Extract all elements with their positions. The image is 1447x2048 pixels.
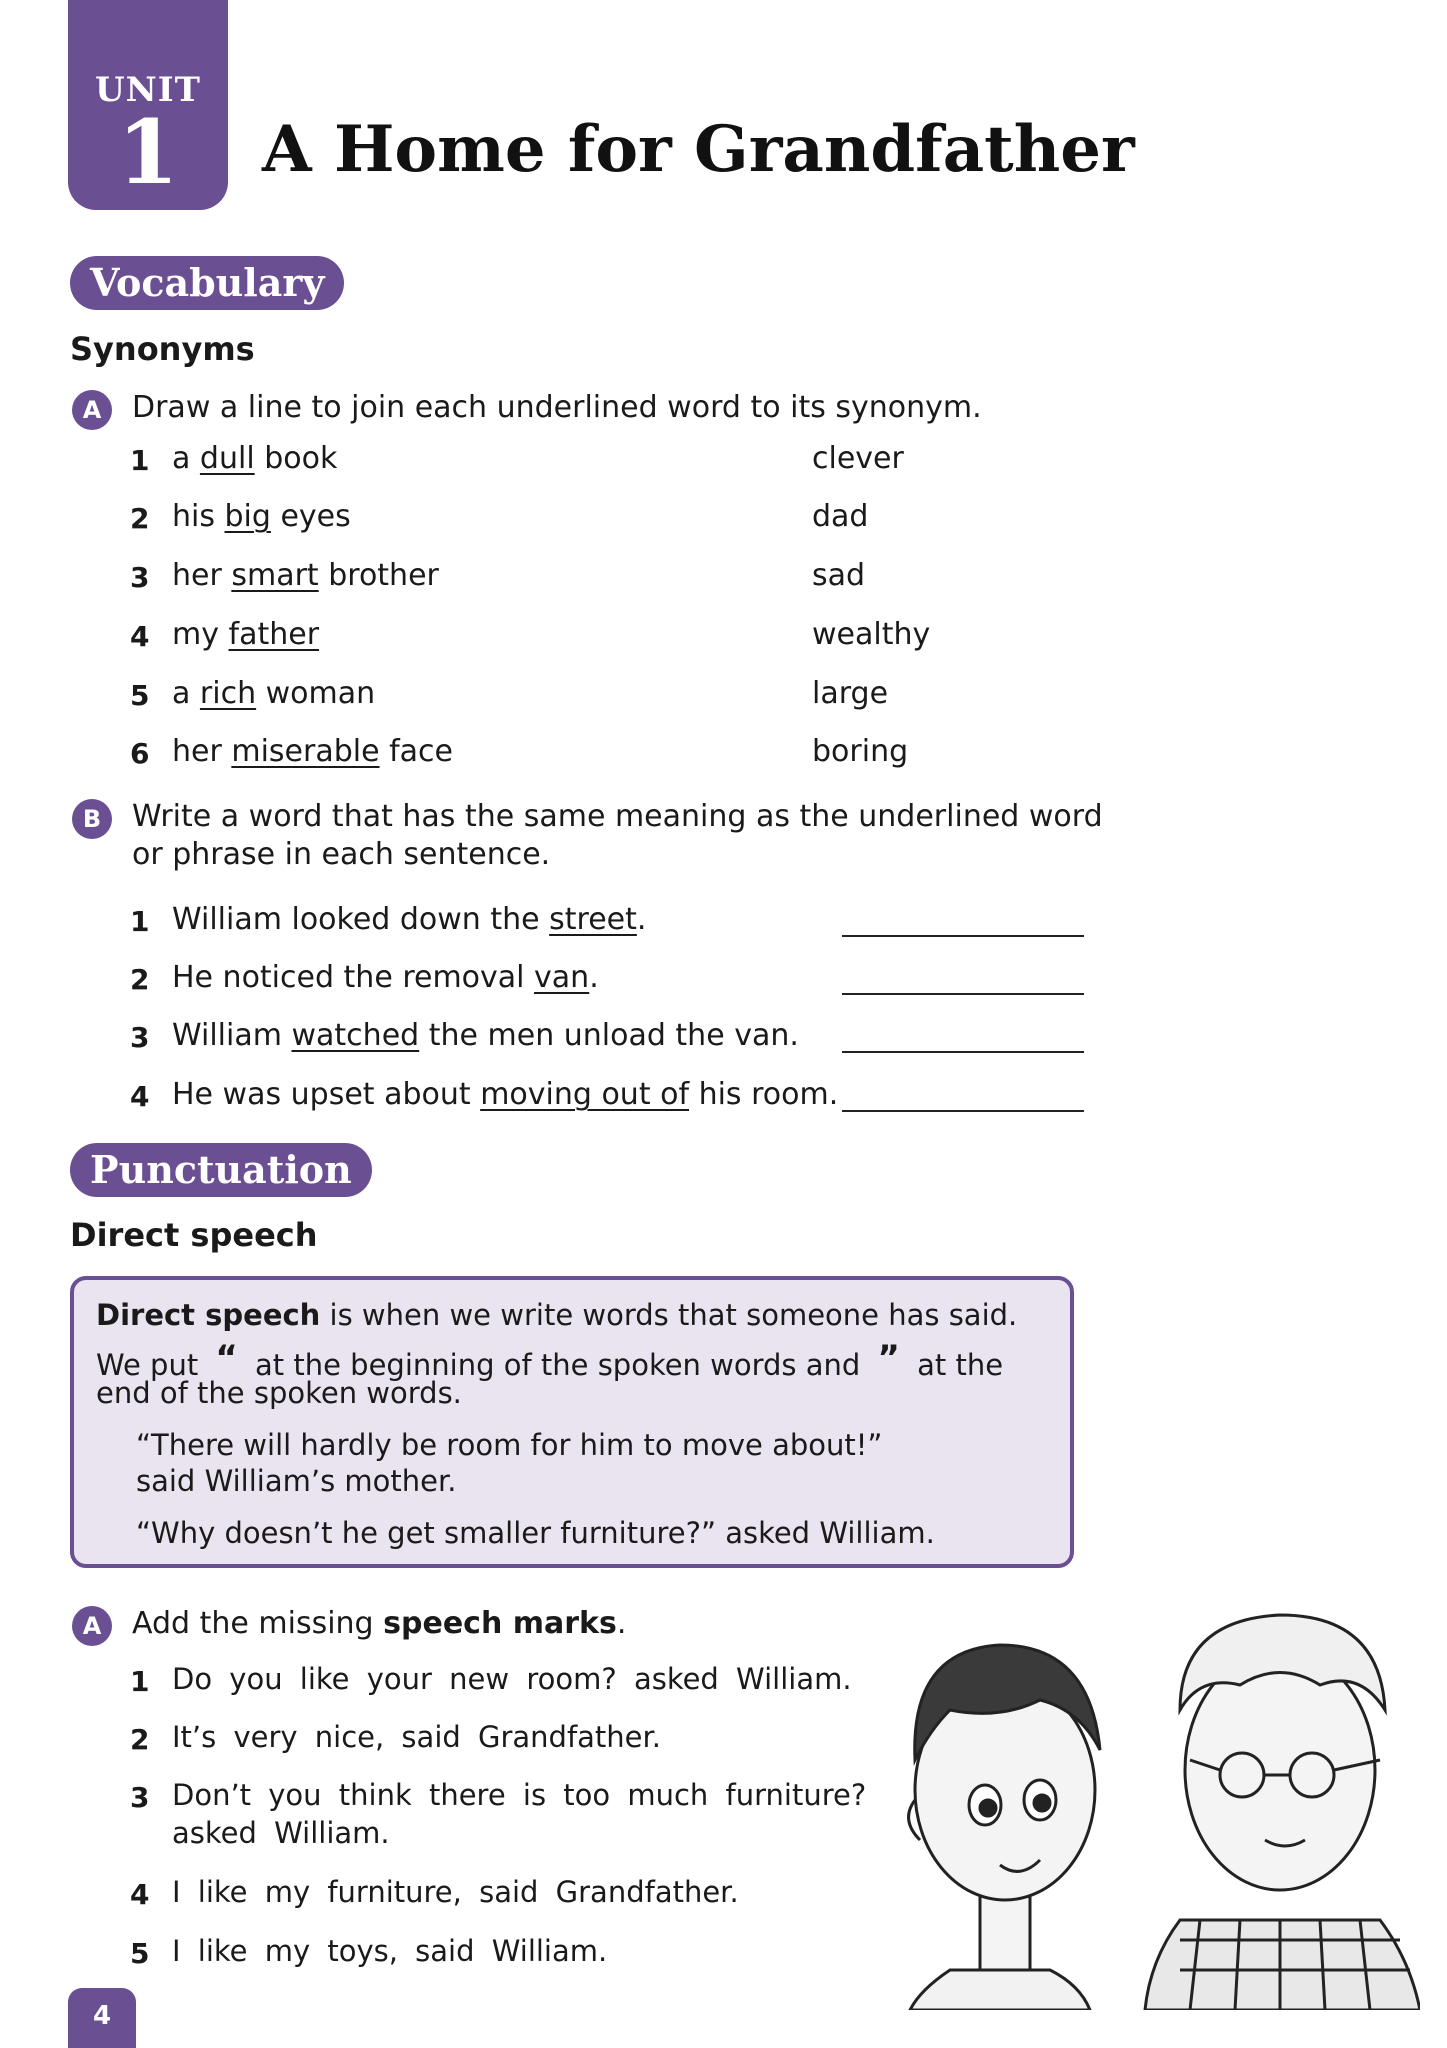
- item-number: 3: [130, 561, 150, 594]
- phrase-pre: his: [172, 499, 225, 534]
- phrase-pre: her: [172, 734, 232, 769]
- synonym-phrase: [172, 734, 453, 769]
- page-title: A Home for Grandfather: [262, 112, 1135, 187]
- synonym-option[interactable]: clever: [812, 441, 904, 476]
- rule-line-2-c: at the: [917, 1348, 1004, 1382]
- synonym-option[interactable]: boring: [812, 734, 909, 769]
- item-number: 1: [130, 1665, 150, 1698]
- synonym-instruction: Draw a line to join each underlined word to its synonym.: [132, 390, 982, 425]
- underlined-word: moving out of: [480, 1077, 690, 1112]
- synonym-option[interactable]: dad: [812, 499, 869, 534]
- direct-speech-subheading: Direct speech: [70, 1216, 318, 1254]
- boy-and-grandfather-illustration: [880, 1590, 1420, 2010]
- synonym-phrase: [172, 499, 351, 534]
- item-number: 2: [130, 963, 150, 996]
- underlined-word: street: [549, 902, 637, 937]
- item-number: 2: [130, 1723, 150, 1756]
- sentence-post: the men unload the van.: [419, 1018, 799, 1053]
- sentence-pre: William: [172, 1018, 292, 1053]
- underlined-word: rich: [199, 676, 257, 711]
- instruction-bold: speech marks: [383, 1606, 617, 1641]
- underlined-word: smart: [231, 558, 319, 593]
- speech-sentence[interactable]: Don’t you think there is too much furniture?: [172, 1778, 867, 1812]
- synonym-phrase: [172, 617, 319, 652]
- sentence-post: .: [636, 902, 647, 937]
- speech-sentence[interactable]: I like my furniture, said Grandfather.: [172, 1875, 739, 1909]
- grandfather-illustration: [1145, 1615, 1420, 2010]
- example-2: “Why doesn’t he get smaller furniture?” asked William.: [136, 1516, 935, 1550]
- meaning-sentence: [172, 1077, 838, 1112]
- underlined-word: watched: [291, 1018, 420, 1053]
- instruction-pre: Add the missing: [132, 1606, 384, 1641]
- rule-line-2-a: We put: [96, 1348, 199, 1382]
- open-speech-mark: “: [215, 1338, 238, 1378]
- phrase-pre: a: [172, 676, 200, 711]
- page-number: 4: [68, 1988, 136, 2048]
- speech-marks-instruction: [132, 1605, 626, 1643]
- synonyms-subheading: Synonyms: [70, 330, 255, 368]
- exercise-badge-a: A: [72, 1606, 112, 1646]
- underlined-word: big: [224, 499, 271, 534]
- synonym-option[interactable]: sad: [812, 558, 866, 593]
- underlined-word: father: [228, 617, 320, 652]
- phrase-pre: my: [172, 617, 229, 652]
- rule-term: Direct speech: [96, 1298, 321, 1332]
- rule-line-1: [96, 1298, 1017, 1332]
- unit-label: UNIT: [95, 70, 201, 110]
- item-number: 5: [130, 1937, 150, 1970]
- phrase-post: face: [379, 734, 453, 769]
- item-number: 2: [130, 502, 150, 535]
- answer-blank[interactable]: [842, 935, 1084, 937]
- meaning-instruction-line1: Write a word that has the same meaning as the underlined word: [132, 799, 1103, 834]
- exercise-badge-b: B: [72, 799, 112, 839]
- answer-blank[interactable]: [842, 993, 1084, 995]
- synonym-phrase: [172, 676, 375, 711]
- synonym-option[interactable]: wealthy: [812, 617, 931, 652]
- item-number: 4: [130, 620, 150, 653]
- answer-blank[interactable]: [842, 1051, 1084, 1053]
- phrase-post: book: [254, 441, 338, 476]
- unit-tab: [68, 0, 228, 210]
- item-number: 4: [130, 1080, 150, 1113]
- speech-sentence[interactable]: I like my toys, said William.: [172, 1934, 608, 1968]
- answer-blank[interactable]: [842, 1110, 1084, 1112]
- speech-sentence[interactable]: It’s very nice, said Grandfather.: [172, 1720, 662, 1754]
- boy-illustration: [909, 1645, 1100, 2010]
- sentence-pre: He was upset about: [172, 1077, 481, 1112]
- item-number: 5: [130, 679, 150, 712]
- sentence-pre: William looked down the: [172, 902, 550, 937]
- underlined-word: dull: [199, 441, 255, 476]
- sentence-pre: He noticed the removal: [172, 960, 535, 995]
- synonym-option[interactable]: large: [812, 676, 889, 711]
- item-number: 1: [130, 444, 150, 477]
- instruction-post: .: [616, 1606, 627, 1641]
- phrase-post: eyes: [270, 499, 351, 534]
- example-1-line-2: said William’s mother.: [136, 1464, 457, 1498]
- rule-line-2-b: at the beginning of the spoken words and: [255, 1348, 861, 1382]
- meaning-sentence: [172, 960, 599, 995]
- item-number: 1: [130, 905, 150, 938]
- synonym-phrase: [172, 558, 439, 593]
- phrase-post: woman: [256, 676, 376, 711]
- direct-speech-rule-box: [70, 1276, 1074, 1568]
- exercise-badge-a: A: [72, 390, 112, 430]
- speech-sentence-continued[interactable]: asked William.: [172, 1816, 390, 1850]
- rule-line-3: end of the spoken words.: [96, 1376, 462, 1410]
- speech-sentence[interactable]: Do you like your new room? asked William.: [172, 1662, 852, 1696]
- sentence-post: his room.: [689, 1077, 839, 1112]
- example-1-line-1: “There will hardly be room for him to move about!”: [136, 1428, 883, 1462]
- meaning-sentence: [172, 1018, 799, 1053]
- phrase-pre: her: [172, 558, 232, 593]
- synonym-phrase: [172, 441, 337, 476]
- item-number: 6: [130, 737, 150, 770]
- item-number: 3: [130, 1021, 150, 1054]
- punctuation-heading: Punctuation: [70, 1143, 372, 1197]
- meaning-sentence: [172, 902, 646, 937]
- underlined-word: van: [534, 960, 590, 995]
- close-speech-mark: ”: [877, 1338, 900, 1378]
- item-number: 4: [130, 1878, 150, 1911]
- sentence-post: .: [589, 960, 599, 995]
- phrase-post: brother: [318, 558, 439, 593]
- phrase-pre: a: [172, 441, 200, 476]
- meaning-instruction-line2: or phrase in each sentence.: [132, 837, 551, 872]
- underlined-word: miserable: [231, 734, 380, 769]
- rule-line-1-text: is when we write words that someone has said.: [320, 1298, 1018, 1332]
- unit-number: 1: [117, 100, 179, 204]
- item-number: 3: [130, 1781, 150, 1814]
- vocabulary-heading: Vocabulary: [70, 256, 344, 310]
